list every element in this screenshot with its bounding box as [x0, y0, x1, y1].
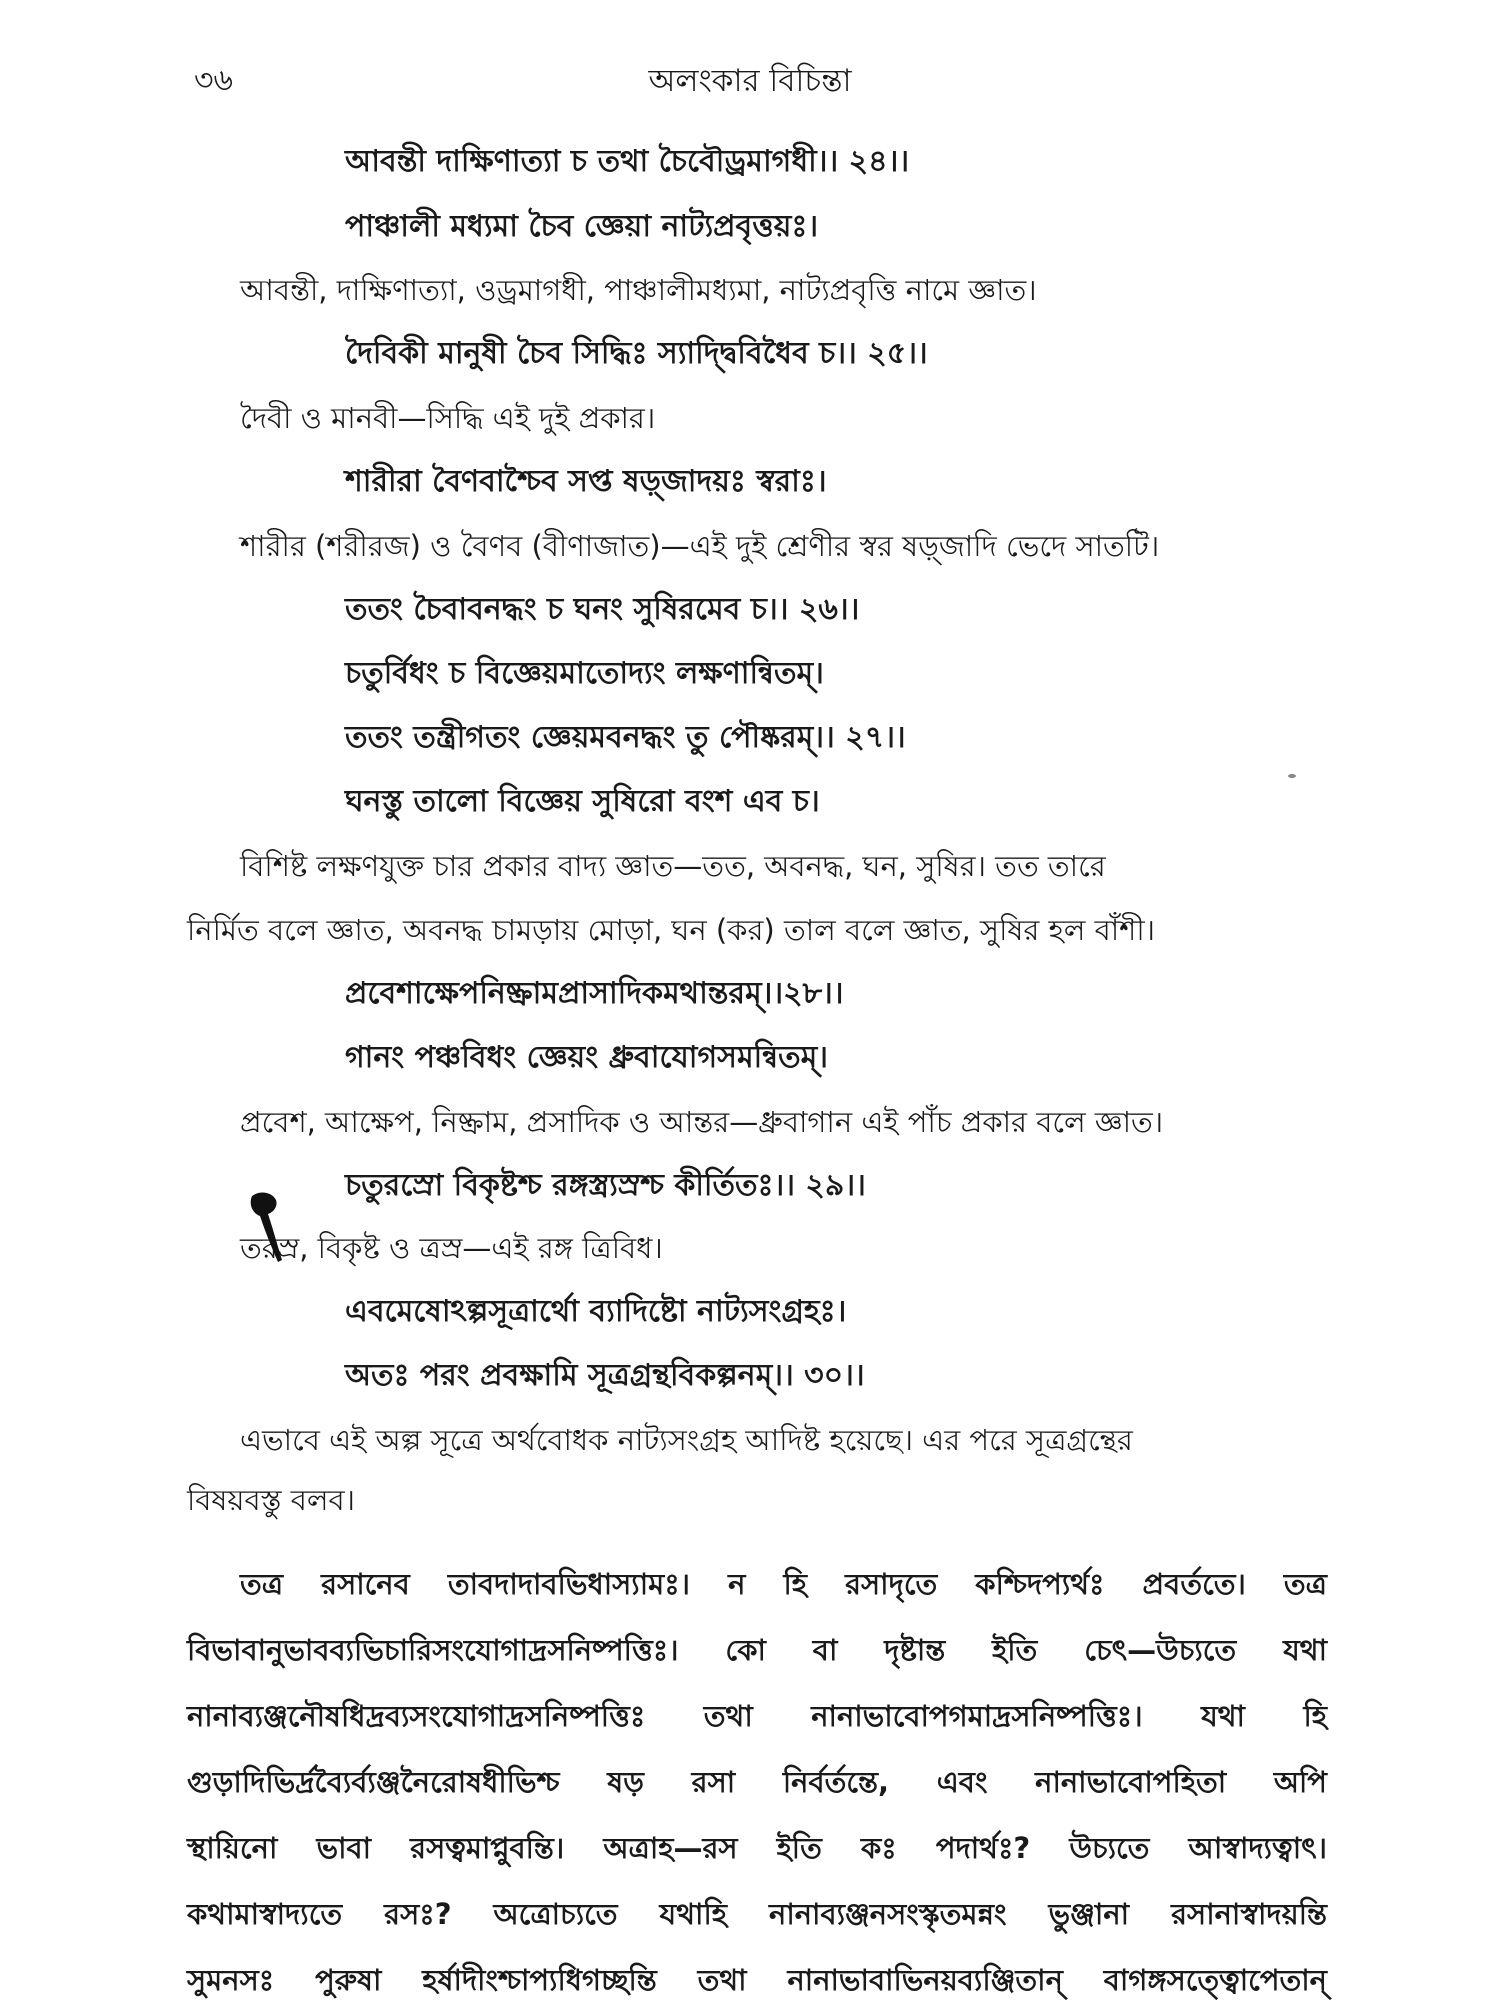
verse-line: পাঞ্চালী মধ্যমা চৈব জ্ঞেয়া নাট্যপ্রবৃত্তয়ঃ।: [345, 209, 819, 244]
running-head: [0, 56, 1500, 106]
verse-line: অতঃ পরং প্রবক্ষামি সূত্রগ্রন্থবিকল্পনম্।। ৩০।।: [345, 1358, 865, 1393]
page-number: ৩৬: [194, 63, 234, 98]
verse-line: চতুর্বিধং চ বিজ্ঞেয়মাতোদ্যং লক্ষণান্বিতম্।: [345, 656, 824, 691]
translation-line: দৈবী ও মানবী—সিদ্ধি এই দুই প্রকার।: [240, 401, 656, 435]
prose-line: সুমনসঃ পুরুষা হর্ষাদীংশ্চাপ্যধিগচ্ছন্তি তথা নানাভাবাভিনয়ব্যঞ্জিতান্ বাগঙ্গসত্ত্বোপেতান্: [187, 1963, 1327, 1997]
prose-line: কথামাস্বাদ্যতে রসঃ? অত্রোচ্যতে যথাহি নানাব্যঞ্জনসংস্কৃতমন্নং ভুঞ্জানা রসানাস্বাদয়ন্তি: [187, 1897, 1327, 1931]
prose-line: নানাব্যঞ্জনৌষধিদ্রব্যসংযোগাদ্রসনিষ্পত্তিঃ তথা নানাভাবোপগমাদ্রসনিষ্পত্তিঃ। যথা হি: [187, 1699, 1327, 1733]
translation-line: বিষয়বস্তু বলব।: [187, 1483, 355, 1517]
translation-line: আবন্তী, দাক্ষিণাত্যা, ওড্রমাগধী, পাঞ্চালীমধ্যমা, নাট্যপ্রবৃত্তি নামে জ্ঞাত।: [240, 273, 1037, 307]
translation-line: নির্মিত বলে জ্ঞাত, অবনদ্ধ চামড়ায় মোড়া, ঘন (কর) তাল বলে জ্ঞাত, সুষির হল বাঁশী।: [187, 913, 1155, 947]
verse-line: ঘনস্তু তালো বিজ্ঞেয় সুষিরো বংশ এব চ।: [345, 784, 820, 819]
verse-line: ততং চৈবাবনদ্ধং চ ঘনং সুষিরমেব চ।। ২৬।।: [345, 592, 860, 627]
page-speck: [1287, 773, 1297, 779]
translation-line: বিশিষ্ট লক্ষণযুক্ত চার প্রকার বাদ্য জ্ঞাত—তত, অবনদ্ধ, ঘন, সুষির। তত তারে: [240, 849, 1106, 883]
translation-line: এভাবে এই অল্প সূত্রে অর্থবোধক নাট্যসংগ্রহ আদিষ্ট হয়েছে। এর পরে সূত্রগ্রন্থের: [240, 1423, 1133, 1457]
prose-line: গুড়াদিভির্দ্রব্যৈর্ব্যঞ্জনৈরোষধীভিশ্চ ষড় রসা নির্বর্তন্তে, এবং নানাভাবোপহিতা অপি: [187, 1765, 1327, 1799]
verse-line: শারীরা বৈণবাশ্চৈব সপ্ত ষড়্জাদয়ঃ স্বরাঃ।: [345, 464, 827, 499]
verse-line: দৈবিকী মানুষী চৈব সিদ্ধিঃ স্যাদ্দ্বিবিধৈব চ।। ২৫।।: [345, 336, 928, 371]
verse-line: প্রবেশাক্ষেপনিষ্ক্রামপ্রাসাদিকমথান্তরম্।।২৮।।: [345, 976, 844, 1011]
prose-line: তত্র রসানেব তাবদাদাবভিধাস্যামঃ। ন হি রসাদৃতে কশ্চিদপ্যর্থঃ প্রবর্ততে। তত্র: [240, 1567, 1327, 1601]
ink-pointer-mark: [246, 1188, 292, 1268]
translation-line: তরস্র, বিকৃষ্ট ও ত্রস্র—এই রঙ্গ ত্রিবিধ।: [240, 1231, 663, 1265]
prose-line: বিভাবানুভাবব্যভিচারিসংযোগাদ্রসনিষ্পত্তিঃ। কো বা দৃষ্টান্ত ইতি চেৎ—উচ্যতে যথা: [187, 1633, 1327, 1667]
verse-line: আবন্তী দাক্ষিণাত্যা চ তথা চৈবৌড্রমাগধী।। ২৪।।: [345, 144, 910, 179]
verse-line: ততং তন্ত্রীগতং জ্ঞেয়মবনদ্ধং তু পৌষ্করম্।। ২৭।।: [345, 720, 906, 755]
running-title: অলংকার বিচিন্তা: [648, 63, 852, 99]
translation-line: প্রবেশ, আক্ষেপ, নিষ্ক্রাম, প্রসাদিক ও আন্তর—ধ্রুবাগান এই পাঁচ প্রকার বলে জ্ঞাত।: [240, 1105, 1164, 1139]
prose-line: স্থায়িনো ভাবা রসত্বমাপ্নুবন্তি। অত্রাহ—রস ইতি কঃ পদার্থঃ? উচ্যতে আস্বাদ্যত্বাৎ।: [187, 1831, 1327, 1865]
verse-line: এবমেষোঽল্পসূত্রার্থো ব্যাদিষ্টো নাট্যসংগ্রহঃ।: [345, 1294, 847, 1329]
verse-line: চতুরস্রো বিকৃষ্টশ্চ রঙ্গস্ত্র্যস্রশ্চ কীর্তিতঃ।। ২৯।।: [345, 1168, 866, 1203]
translation-line: শারীর (শরীরজ) ও বৈণব (বীণাজাত)—এই দুই শ্রেণীর স্বর ষড়্জাদি ভেদে সাতটি।: [240, 529, 1160, 563]
verse-line: গানং পঞ্চবিধং জ্ঞেয়ং ধ্রুবাযোগসমন্বিতম্।: [345, 1040, 829, 1075]
